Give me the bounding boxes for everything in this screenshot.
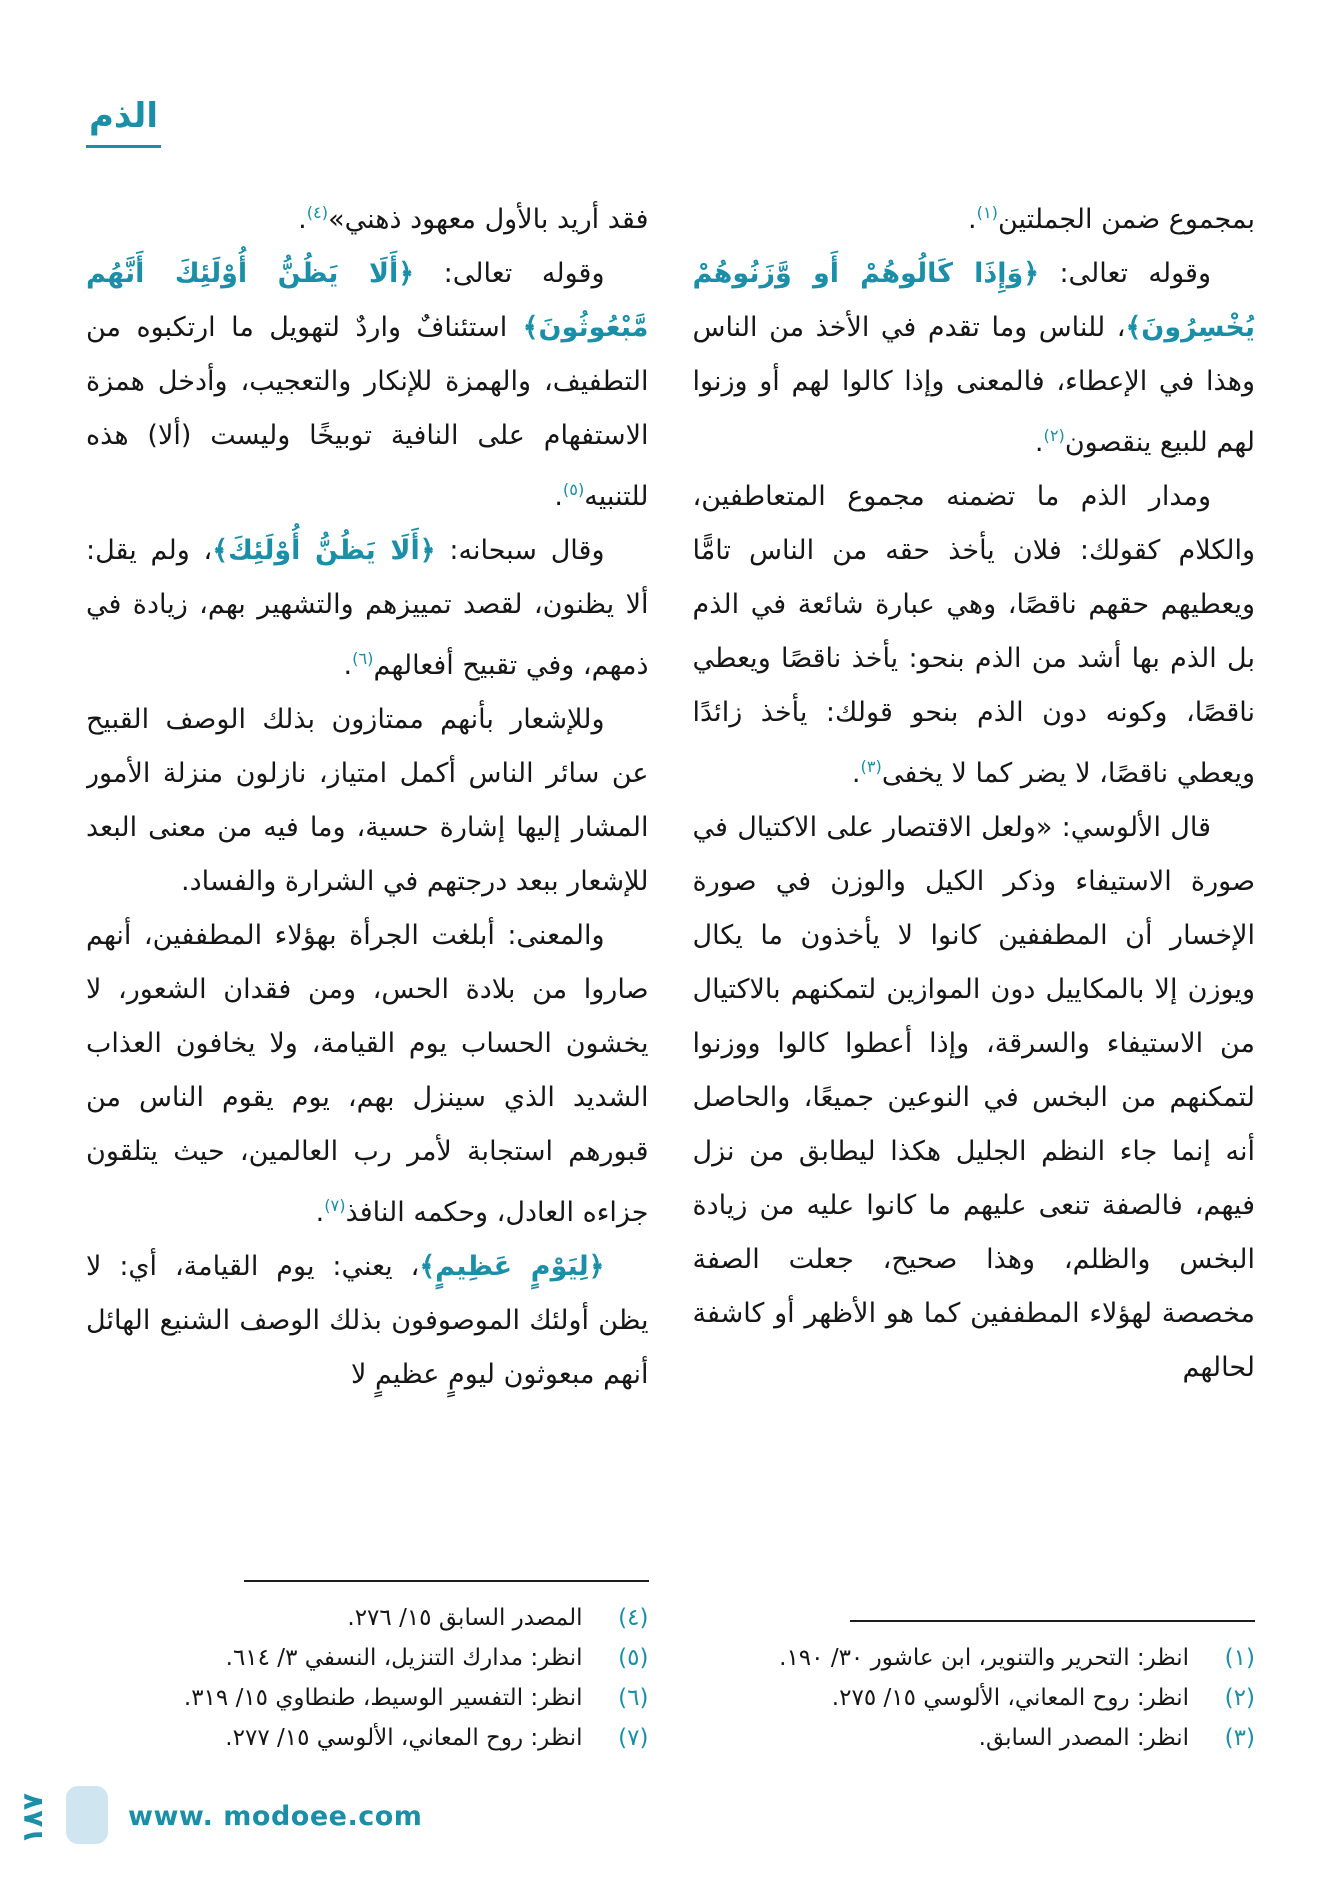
footnote-number: (٤) bbox=[618, 1605, 649, 1631]
quran-verse: ﴿وَإِذَا كَالُوهُمْ أَو وَّزَنُوهُمْ يُخْسِرُونَ﴾ bbox=[692, 258, 1255, 343]
website-text: www. modoee.com bbox=[128, 1801, 423, 1832]
body-text: استئنافٌ واردٌ لتهويل ما ارتكبوه من التطفيف، والهمزة للإنكار والتعجيب، وأدخل همزة الاستفهام على النافية توبيخًا وليست (ألا) هذه للتنبيه bbox=[86, 312, 649, 512]
footnote-text: انظر: روح المعاني، الألوسي ١٥/ ٢٧٧. bbox=[225, 1725, 583, 1751]
footnote-item bbox=[86, 1598, 649, 1638]
paragraph bbox=[693, 186, 1256, 247]
page-header-title: الذم bbox=[86, 96, 161, 148]
footnote-ref: (٢) bbox=[1043, 426, 1065, 445]
body-text: ، يعني: يوم القيامة، أي: لا يظن أولئك الموصوفون بذلك الوصف الشنيع الهائل أنهم مبعوثون ليومٍ عظيمٍ لا bbox=[86, 1251, 649, 1390]
quran-verse: ﴿أَلَا يَظُنُّ أُوْلَئِكَ﴾ bbox=[212, 535, 436, 566]
footnote-text: انظر: روح المعاني، الألوسي ١٥/ ٢٧٥. bbox=[831, 1685, 1189, 1711]
page-tab-decoration bbox=[66, 1786, 108, 1844]
left-column bbox=[86, 186, 649, 1758]
page-header bbox=[86, 96, 161, 148]
body-text: فقد أريد بالأول معهود ذهني» bbox=[328, 204, 649, 235]
right-footnotes bbox=[693, 1620, 1256, 1758]
body-text: . bbox=[343, 650, 353, 681]
footnote-number: (١) bbox=[1224, 1645, 1255, 1671]
page-number: ١٨٧ bbox=[16, 1792, 49, 1844]
body-text: بمجموع ضمن الجملتين bbox=[997, 204, 1255, 235]
footnote-item bbox=[86, 1718, 649, 1758]
body-text: ومدار الذم ما تضمنه مجموع المتعاطفين، والكلام كقولك: فلان يأخذ حقه من الناس تامًّا ويعطيهم حقهم ناقصًا، وهي عبارة شائعة في الذم بل الذم بها أشد من الذم بنحو: يأخذ ناقصًا ويعطي ناقصًا، وكونه دون الذم بنحو قولك: يأخذ زائدًا ويعطي ناقصًا، لا يضر كما لا يخفى bbox=[692, 481, 1255, 789]
body-text: قال الألوسي: «ولعل الاقتصار على الاكتيال في صورة الاستيفاء وذكر الكيل والوزن في صورة الإخسار أن المطففين كانوا لا يأخذون ما يكال ويوزن إلا بالمكاييل دون الموازين لتمكنهم بالاكتيال من الاستيفاء والسرقة، وإذا أعطوا كالوا ووزنوا لتمكنهم من البخس في النوعين جميعًا، والحاصل أنه إنما جاء النظم الجليل هكذا ليطابق من نزل فيهم، فالصفة تنعى عليهم ما كانوا عليه من زيادة البخس والظلم، وهذا صحيح، جعلت الصفة مخصصة لهؤلاء المطففين كما هو الأظهر أو كاشفة لحالهم bbox=[692, 812, 1255, 1383]
body-text: ، ولم يقل: ألا يظنون، لقصد تمييزهم والتشهير بهم، زيادة في ذمهم، وفي تقبيح أفعالهم bbox=[86, 535, 649, 681]
body-text: . bbox=[1034, 427, 1044, 458]
footnote-ref: (٦) bbox=[352, 649, 374, 668]
right-column bbox=[693, 186, 1256, 1758]
footnote-list bbox=[86, 1598, 649, 1758]
paragraph bbox=[693, 247, 1256, 470]
footnote-text: انظر: التحرير والتنوير، ابن عاشور ٣٠/ ١٩٠. bbox=[779, 1645, 1189, 1671]
paragraph bbox=[693, 470, 1256, 801]
body-text: . bbox=[554, 481, 563, 512]
body-text: وقال سبحانه: bbox=[435, 535, 605, 566]
footnote-item bbox=[693, 1718, 1256, 1758]
quran-verse: ﴿لِيَوْمٍ عَظِيمٍ﴾ bbox=[419, 1251, 605, 1282]
right-column-text bbox=[693, 186, 1256, 1566]
quran-verse: ﴿أَلَا يَظُنُّ أُوْلَئِكَ أَنَّهُم مَّبْعُوثُونَ﴾ bbox=[86, 258, 649, 343]
footnote-ref: (٤) bbox=[306, 203, 329, 222]
body-text: ، للناس وما تقدم في الأخذ من الناس وهذا في الإعطاء، فالمعنى وإذا كالوا لهم أو وزنوا لهم للبيع ينقصون bbox=[692, 312, 1255, 458]
left-footnotes bbox=[86, 1580, 649, 1758]
body-text: وقوله تعالى: bbox=[1039, 258, 1212, 289]
footnote-number: (٧) bbox=[618, 1725, 649, 1751]
left-column-text bbox=[86, 186, 649, 1566]
body-text: . bbox=[315, 1197, 325, 1228]
footnote-separator bbox=[244, 1580, 649, 1582]
footnote-separator bbox=[850, 1620, 1255, 1622]
body-text: وقوله تعالى: bbox=[414, 258, 605, 289]
footnote-number: (٢) bbox=[1224, 1685, 1255, 1711]
footnote-text: انظر: مدارك التنزيل، النسفي ٣/ ٦١٤. bbox=[225, 1645, 583, 1671]
paragraph bbox=[693, 801, 1256, 1395]
paragraph bbox=[86, 693, 649, 909]
body-text: . bbox=[851, 758, 861, 789]
paragraph bbox=[86, 247, 649, 524]
body-text: وللإشعار بأنهم ممتازون بذلك الوصف القبيح عن سائر الناس أكمل امتياز، نازلون منزلة الأمور المشار إليها إشارة حسية، وما فيه من معنى البعد للإشعار ببعد درجتهم في الشرارة والفساد. bbox=[86, 704, 649, 897]
footnote-ref: (٧) bbox=[324, 1196, 346, 1215]
footnote-number: (٦) bbox=[618, 1685, 649, 1711]
footnote-text: المصدر السابق ١٥/ ٢٧٦. bbox=[347, 1605, 583, 1631]
footnote-item bbox=[693, 1638, 1256, 1678]
main-content bbox=[86, 186, 1255, 1758]
footnote-list bbox=[693, 1638, 1256, 1758]
footnote-number: (٣) bbox=[1224, 1725, 1255, 1751]
paragraph bbox=[86, 1240, 649, 1402]
paragraph bbox=[86, 186, 649, 247]
footnote-ref: (٥) bbox=[562, 480, 585, 499]
body-text: . bbox=[968, 204, 977, 235]
body-text: والمعنى: أبلغت الجرأة بهؤلاء المطففين، أنهم صاروا من بلادة الحس، ومن فقدان الشعور، لا يخشون الحساب يوم القيامة، ولا يخافون العذاب الشديد الذي سينزل بهم، يوم يقوم الناس من قبورهم استجابة لأمر رب العالمين، حيث يتلقون جزاءه العادل، وحكمه النافذ bbox=[86, 920, 649, 1228]
footnote-item bbox=[693, 1678, 1256, 1718]
footnote-text: انظر: المصدر السابق. bbox=[978, 1725, 1189, 1751]
footnote-number: (٥) bbox=[618, 1645, 649, 1671]
paragraph bbox=[86, 909, 649, 1240]
body-text: . bbox=[298, 204, 307, 235]
footnote-text: انظر: التفسير الوسيط، طنطاوي ١٥/ ٣١٩. bbox=[183, 1685, 583, 1711]
footnote-item bbox=[86, 1638, 649, 1678]
footnote-ref: (٣) bbox=[860, 757, 882, 776]
paragraph bbox=[86, 524, 649, 693]
footnote-item bbox=[86, 1678, 649, 1718]
footnote-ref: (١) bbox=[976, 203, 998, 222]
